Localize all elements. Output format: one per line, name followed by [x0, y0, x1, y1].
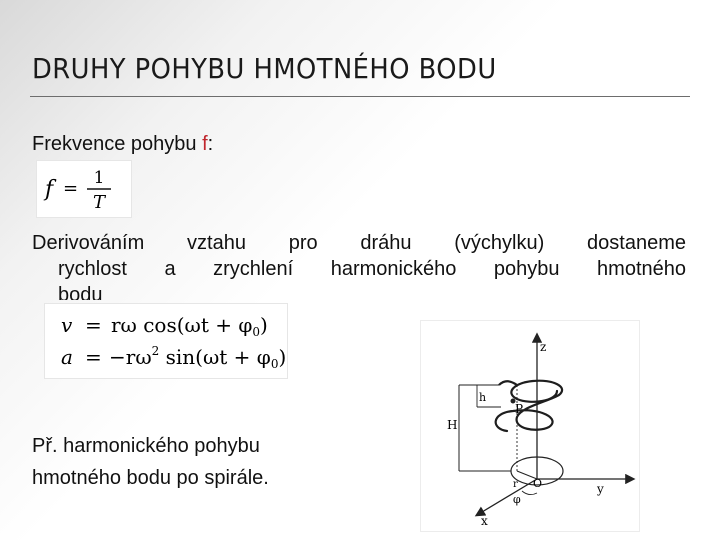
- formula-a-rhs: [109, 344, 286, 371]
- velocity-acceleration-formulas: [44, 303, 288, 379]
- formula-f-equals: =: [63, 178, 79, 199]
- formula-a-rhs-sin: sin(ωt + φ: [159, 345, 271, 369]
- spiral-motion-figure: [420, 320, 640, 532]
- formula-f-numerator: 1: [93, 168, 105, 188]
- frequency-text: [32, 131, 213, 157]
- derivation-paragraph: [32, 230, 686, 300]
- phi-arc: [522, 491, 537, 495]
- z-axis-label: z: [540, 340, 547, 354]
- origin-label: O: [533, 477, 543, 490]
- slide-title: DRUHY POHYBU HMOTNÉHO BODU: [32, 52, 497, 85]
- formula-a-equals: =: [85, 345, 102, 369]
- derivation-line-2: rychlost a zrychlení harmonického pohybu hmotného: [58, 258, 686, 280]
- title-divider: [30, 96, 690, 97]
- formula-v-equals: =: [85, 313, 102, 337]
- formula-f-lhs: f: [45, 177, 54, 202]
- formula-a-superscript: 2: [151, 344, 160, 358]
- formula-a-lhs: a: [61, 345, 73, 369]
- frequency-suffix: :: [207, 133, 214, 155]
- formula-v-rhs: [111, 313, 268, 339]
- formula-f-denominator: T: [92, 192, 106, 213]
- y-axis-label: y: [597, 482, 604, 496]
- formula-v-subscript: 0: [252, 325, 260, 339]
- formula-v-lhs: v: [61, 313, 73, 337]
- example-line-2: hmotného bodu po spirále.: [32, 467, 269, 489]
- radius-label: r: [513, 479, 518, 490]
- h-label: h: [479, 391, 487, 404]
- point-p-label: P: [515, 402, 524, 416]
- derivation-line-3: bodu: [58, 284, 103, 300]
- x-axis-label: x: [481, 514, 488, 528]
- spiral-diagram-svg: [421, 321, 639, 531]
- frequency-prefix: Frekvence pohybu: [32, 133, 203, 155]
- helix-curve: [496, 381, 562, 431]
- formula-v-rhs-main: rω cos(ωt + φ: [111, 313, 253, 337]
- formula-a-close: ): [278, 345, 287, 369]
- helix-start: [499, 381, 517, 385]
- formula-a-rhs-main: −rω: [109, 345, 152, 369]
- phi-label: φ: [513, 493, 521, 506]
- frequency-formula-svg: [37, 161, 131, 217]
- frequency-symbol: f: [202, 133, 208, 155]
- formula-a-subscript: 0: [270, 357, 279, 371]
- frequency-formula: [36, 160, 132, 218]
- derivation-line-1: Derivováním vztahu pro dráhu (výchylku) dostaneme: [32, 232, 686, 254]
- example-paragraph: [32, 430, 269, 494]
- motion-formulas-svg: [45, 304, 287, 378]
- example-line-1: Př. harmonického pohybu: [32, 435, 260, 457]
- H-label: H: [447, 418, 458, 432]
- formula-v-close: ): [260, 313, 268, 337]
